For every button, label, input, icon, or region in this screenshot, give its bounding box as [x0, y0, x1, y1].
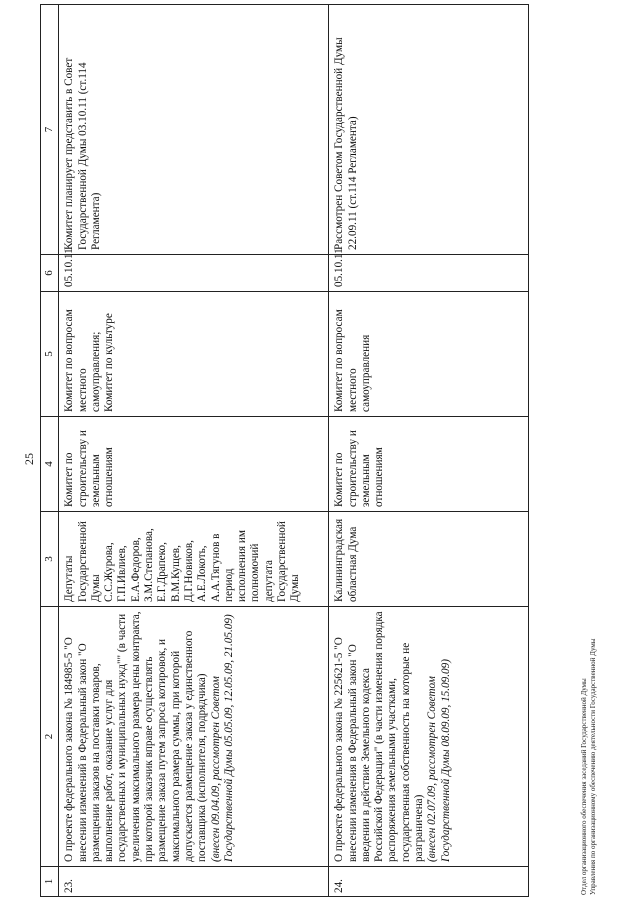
table-row	[59, 5, 329, 897]
date-cell: 05.10.11	[59, 255, 329, 292]
date-cell: 05.10.11	[329, 255, 529, 292]
row-number: 24.	[329, 867, 529, 897]
column-header: 3	[41, 512, 59, 607]
column-header: 5	[41, 292, 59, 417]
bill-author: Депутаты Государственной Думы С.С.Журова, Г.П.Ивлиев, Е.А.Федоров, З.М.Степанова, Е.Г.Драпеко, В.М.Кущев, Д.Г.Новиков, А.Е.Локоть, А.А.Тягунов в период исполнения им полномочий депутата Государственной Думы	[59, 512, 329, 607]
column-header: 2	[41, 607, 59, 867]
co-committees: Комитет по вопросам местного самоуправления	[329, 292, 529, 417]
co-committees: Комитет по вопросам местного самоуправления; Комитет по культуре	[59, 292, 329, 417]
header-row	[41, 5, 59, 897]
bill-author: Калининградская областная Дума	[329, 512, 529, 607]
bills-table	[40, 4, 529, 897]
status-cell: Рассмотрен Советом Государственной Думы 22.09.11 (ст.114 Регламента)	[329, 5, 529, 255]
column-header: 7	[41, 5, 59, 255]
column-header: 1	[41, 867, 59, 897]
responsible-committee: Комитет по строительству и земельным отношениям	[329, 417, 529, 512]
bill-description	[59, 607, 329, 867]
bill-description	[329, 607, 529, 867]
status-cell: Комитет планирует представить в Совет Государственной Думы 03.10.11 (ст.114 Регламента)	[59, 5, 329, 255]
footer	[580, 639, 598, 895]
column-header: 4	[41, 417, 59, 512]
table-row	[329, 5, 529, 897]
bill-history: (внесен 09.04.09, рассмотрен Советом Государственной Думы 05.05.09, 12.05.09, 21.05.09)	[209, 614, 235, 862]
footer-line: Отдел организационного обеспечения заседаний Государственной Думы	[580, 678, 588, 895]
footer-line: Управления по организационному обеспечению деятельности Государственной Думы	[589, 638, 597, 895]
bill-text: О проекте федерального закона № 184985-5 "О внесении изменений в Федеральный закон "О размещении заказов на поставки товаров, выполнение работ, оказание услуг для государственных и муниципальных нужд"" (в части увеличения максимального размера цены контракта, при которой заказчик вправе осуществлять размещение заказа путем запроса котировок, и максимального размера суммы, при которой допускается размещение заказа у единственного поставщика (исполнителя, подрядчика)	[63, 611, 209, 862]
row-number: 23.	[59, 867, 329, 897]
bill-text: О проекте федерального закона № 225621-5 "О внесении изменения в Федеральный закон "О введении в действие Земельного кодекса Российской Федерации" (в части изменения порядка распоряжения земельными участками, государственная собственность на которые не разграничена)	[333, 611, 426, 862]
page-number: 25	[22, 453, 36, 465]
bill-history: (внесен 02.07.09, рассмотрен Советом Государственной Думы 08.09.09, 15.09.09)	[426, 659, 452, 862]
column-header: 6	[41, 255, 59, 292]
responsible-committee: Комитет по строительству и земельным отношениям	[59, 417, 329, 512]
